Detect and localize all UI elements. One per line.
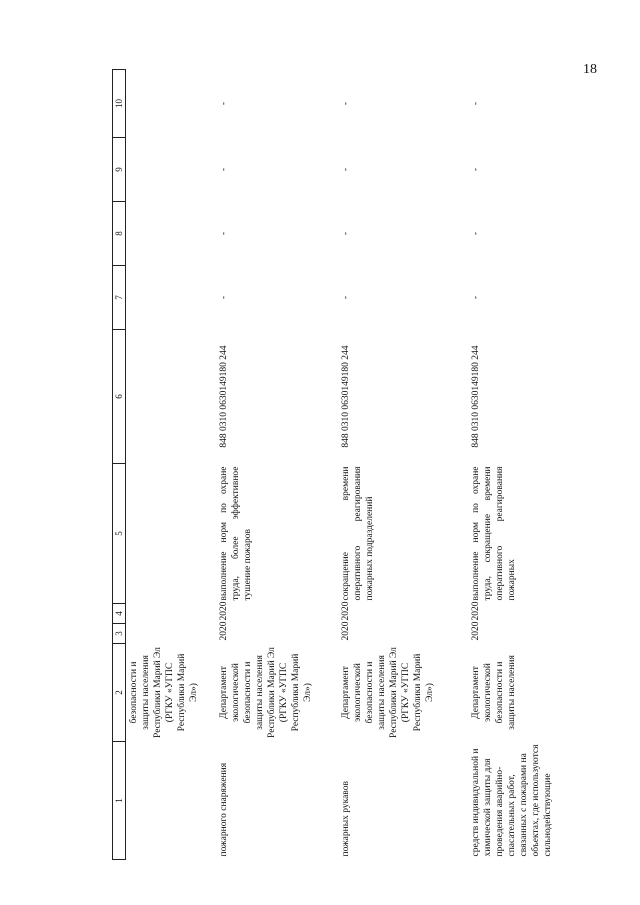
cell-result: выполнение норм по охране труда, сокращение времени оперативного реагирования пожарных: [471, 466, 517, 601]
cell-col7: -: [471, 295, 481, 300]
cell-col9: [126, 138, 217, 202]
cell-start-year: 2020: [471, 621, 481, 641]
cell-start-year: [126, 624, 217, 644]
cell-end-year: 2020: [219, 601, 229, 621]
cell-result: [126, 464, 217, 604]
table-row: [216, 70, 338, 860]
cell-item: средств индивидуальной и химической защиты для проведения аварийно-спасательных работ, связанных с пожарами на объектах, где используются сильнодействующие: [471, 744, 553, 857]
header-row: [113, 70, 126, 860]
cell-col10: -: [219, 101, 229, 106]
cell-end-year: 2020: [341, 601, 351, 621]
header-cell: 5: [113, 464, 126, 604]
cell-item: [126, 742, 217, 860]
table-row: [126, 70, 217, 860]
cell-result: сокращение времени оперативного реагирования пожарных подразделений: [341, 466, 375, 601]
cell-col10: -: [341, 101, 351, 106]
cell-col8: -: [219, 231, 229, 236]
header-cell: 4: [113, 604, 126, 624]
cell-item: пожарных рукавов: [341, 781, 351, 857]
cell-col8: -: [341, 231, 351, 236]
header-cell: 2: [113, 644, 126, 742]
cell-end-year: 2020: [471, 601, 481, 621]
cell-col9: -: [471, 167, 481, 172]
cell-item: пожарного снаряжения: [219, 762, 229, 857]
header-cell: 1: [113, 742, 126, 860]
cell-budget-code: 848 0310 0630149180 244: [341, 345, 351, 448]
cell-end-year: [126, 604, 217, 624]
cell-start-year: 2020: [219, 621, 229, 641]
cell-col7: -: [219, 295, 229, 300]
header-cell: 6: [113, 330, 126, 464]
data-table: [112, 69, 556, 860]
cell-executor: Департамент экологической безопасности и защиты населения Республики Марий Эл (РГКУ «УГПС Республики Марий Эл»): [219, 647, 313, 738]
cell-col10: -: [471, 101, 481, 106]
cell-budget-code: [126, 330, 217, 464]
page-number: 18: [583, 62, 597, 77]
table-row: [468, 70, 556, 860]
cell-col8: [126, 202, 217, 266]
cell-start-year: 2020: [341, 621, 351, 641]
cell-col7: -: [341, 295, 351, 300]
cell-executor: Департамент экологической безопасности и защиты населения Республики Марий Эл (РГКУ «УГПС Республики Марий Эл»): [341, 647, 435, 738]
cell-col9: -: [219, 167, 229, 172]
header-cell: 3: [113, 624, 126, 644]
rotated-table-container: [112, 70, 553, 857]
header-cell: 9: [113, 138, 126, 202]
cell-budget-code: 848 0310 0630149180 244: [219, 345, 229, 448]
cell-executor: Департамент экологической безопасности и защиты населения: [471, 655, 517, 730]
table-wrapper: [112, 70, 553, 860]
header-cell: 10: [113, 70, 126, 138]
cell-col8: -: [471, 231, 481, 236]
cell-budget-code: 848 0310 0630149180 244: [471, 345, 481, 448]
cell-result: выполнение норм по охране труда, более эффективное тушение пожаров: [219, 466, 253, 601]
header-cell: 7: [113, 266, 126, 330]
table-row: [338, 70, 468, 860]
cell-col7: [126, 266, 217, 330]
cell-col9: -: [341, 167, 351, 172]
cell-col10: [126, 70, 217, 138]
cell-executor: безопасности и защиты населения Республики Марий Эл (РГКУ «УГПС Республики Марий Эл»): [129, 647, 199, 738]
header-cell: 8: [113, 202, 126, 266]
